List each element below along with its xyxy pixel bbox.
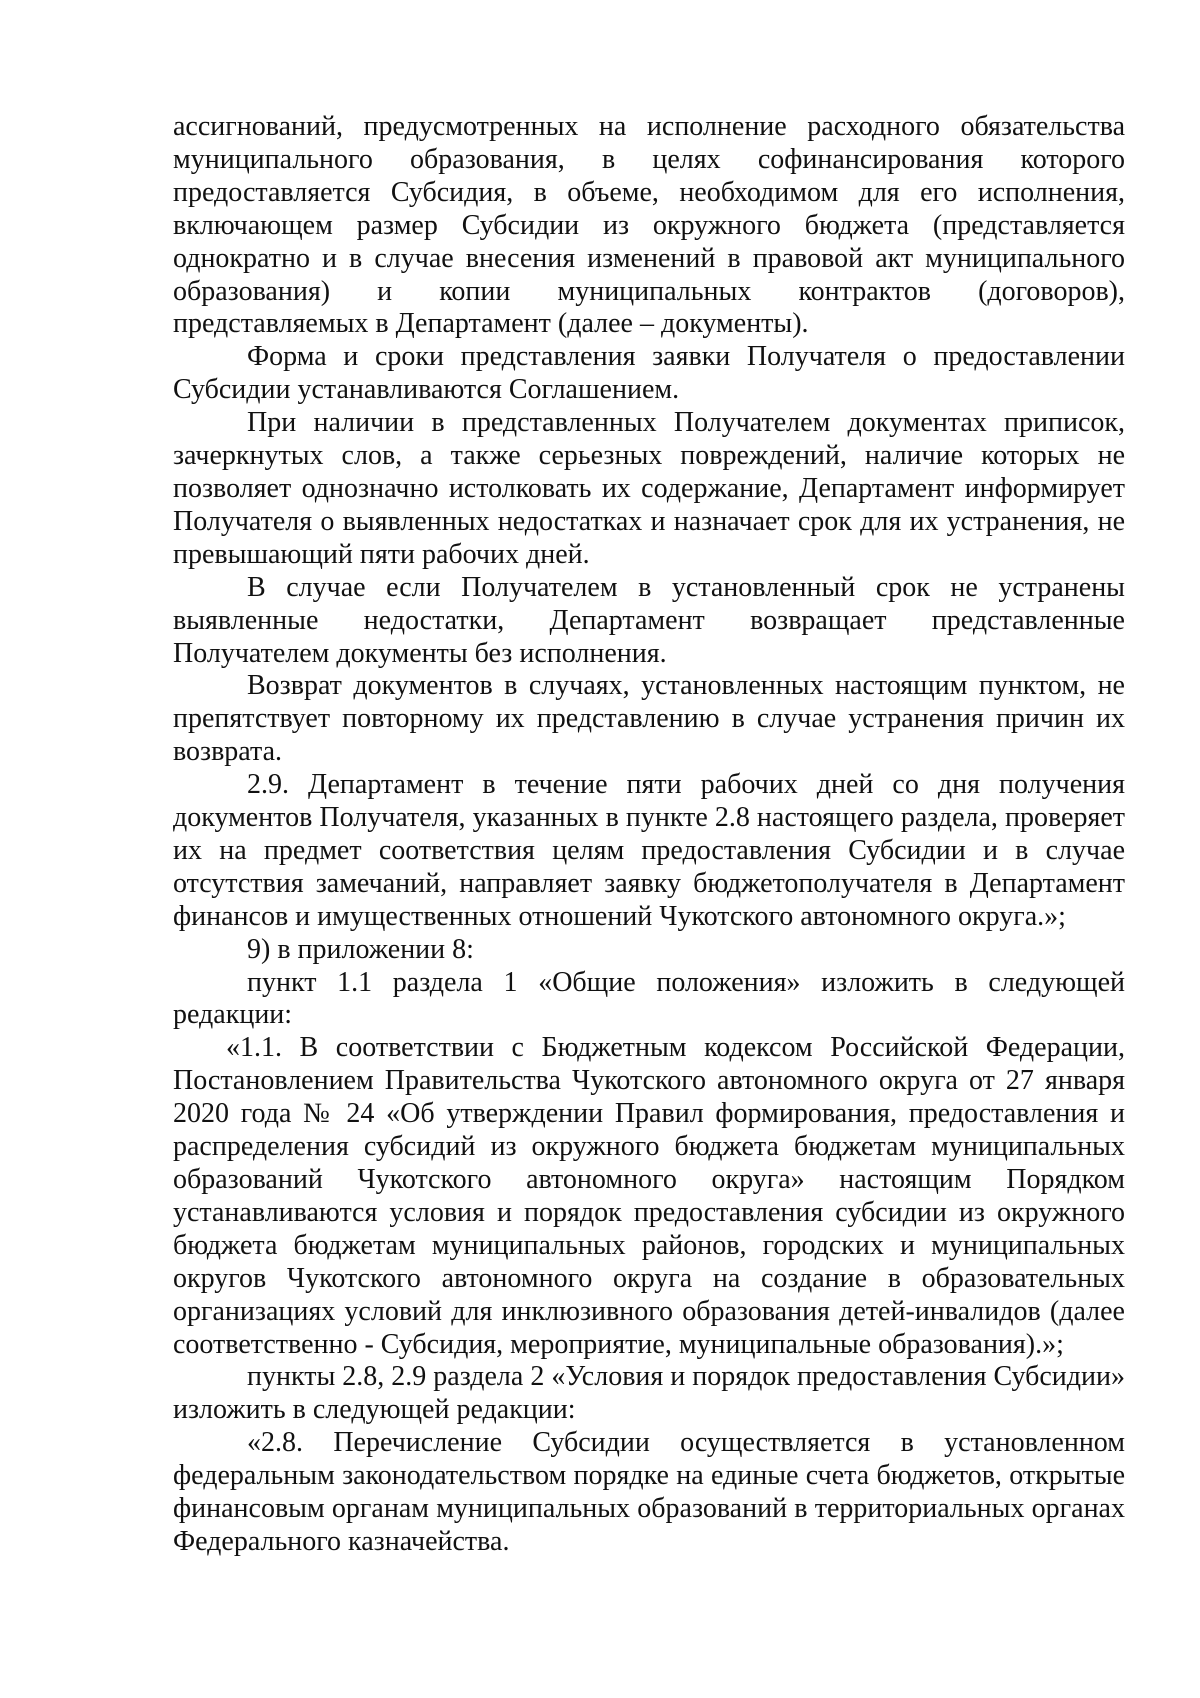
paragraph-clauses-2-8-2-9-intro: пункты 2.8, 2.9 раздела 2 «Условия и порядок предоставления Субсидии» изложить в следующей редакции:	[173, 1361, 1125, 1426]
paragraph-clause-1-1-intro: пункт 1.1 раздела 1 «Общие положения» изложить в следующей редакции:	[173, 966, 1125, 1031]
paragraph-resubmission: Возврат документов в случаях, установленных настоящим пунктом, не препятствует повторному их представлению в случае устранения причин их возврата.	[173, 670, 1125, 768]
paragraph-clause-2-9: 2.9. Департамент в течение пяти рабочих дней со дня получения документов Получателя, указанных в пункте 2.8 настоящего раздела, проверяет их на предмет соответствия целям предоставления Субсидии и в случае отсутствия замечаний, направляет заявку бюджетополучателя в Департамент финансов и имущественных отношений Чукотского автономного округа.»;	[173, 769, 1125, 932]
document-page	[173, 111, 1125, 1559]
paragraph-clause-1-1: «1.1. В соответствии с Бюджетным кодексом Российской Федерации, Постановлением Правительства Чукотского автономного округа от 27 января 2020 года № 24 «Об утверждении Правил формирования, предоставления и распределения субсидий из окружного бюджета бюджетам муниципальных образований Чукотского автономного округа» настоящим Порядком устанавливаются условия и порядок предоставления субсидии из окружного бюджета бюджетам муниципальных районов, городских и муниципальных округов Чукотского автономного округа на создание в образовательных организациях условий для инклюзивного образования детей-инвалидов (далее соответственно - Субсидия, мероприятие, муниципальные образования).»;	[173, 1032, 1125, 1360]
paragraph-appendix-8: 9) в приложении 8:	[247, 933, 474, 965]
paragraph-document-defects: При наличии в представленных Получателем документах приписок, зачеркнутых слов, а также серьезных повреждений, наличие которых не позволяет однозначно истолковать их содержание, Департамент информирует Получателя о выявленных недостатках и назначает срок для их устранения, не превышающий пяти рабочих дней.	[173, 407, 1125, 570]
paragraph-clause-2-8: «2.8. Перечисление Субсидии осуществляется в установленном федеральным законодательством порядке на единые счета бюджетов, открытые финансовым органам муниципальных образований в территориальных органах Федерального казначейства.	[173, 1427, 1125, 1557]
paragraph-application-form: Форма и сроки представления заявки Получателя о предоставлении Субсидии устанавливаются Соглашением.	[173, 341, 1125, 406]
paragraph-continuation: ассигнований, предусмотренных на исполнение расходного обязательства муниципального образования, в целях софинансирования которого предоставляется Субсидия, в объеме, необходимом для его исполнения, включающем размер Субсидии из окружного бюджета (представляется однократно и в случае внесения изменений в правовой акт муниципального образования) и копии муниципальных контрактов (договоров), представляемых в Департамент (далее – документы).	[173, 111, 1125, 340]
paragraph-documents-return: В случае если Получателем в установленный срок не устранены выявленные недостатки, Департамент возвращает представленные Получателем документы без исполнения.	[173, 571, 1125, 669]
